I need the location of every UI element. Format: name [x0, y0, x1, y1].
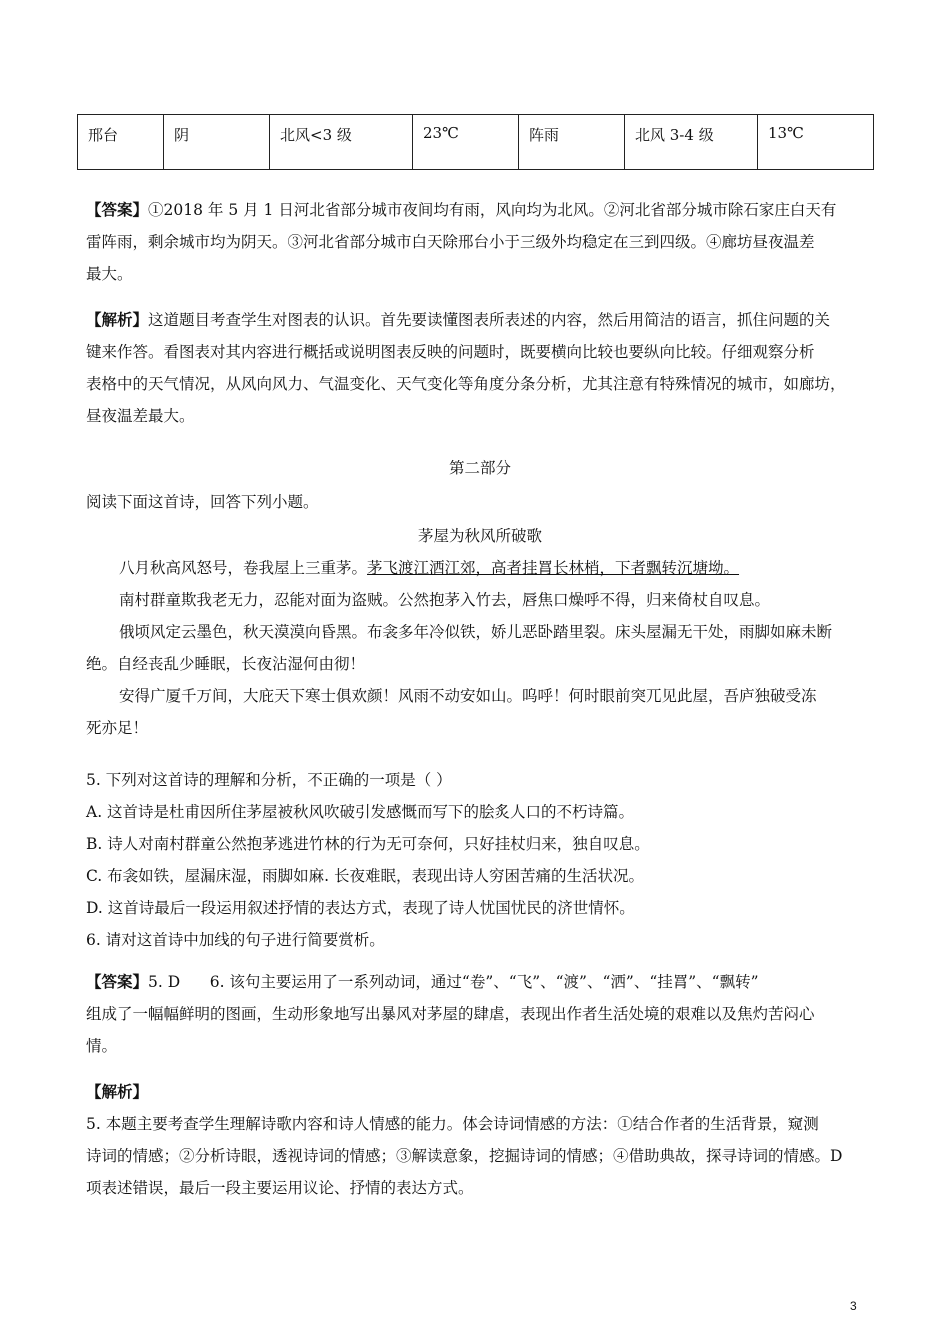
- table-cell: 23℃: [413, 115, 519, 170]
- table-cell: 阵雨: [519, 115, 625, 170]
- poem-paragraph: 安得广厦千万间，大庇天下寒士俱欢颜！风雨不动安如山。呜呼！何时眼前突兀见此屋，吾庐独破受冻: [119, 687, 817, 705]
- poem-title: 茅屋为秋风所破歌: [417, 527, 542, 545]
- poem-paragraph: 八月秋高风怒号，卷我屋上三重茅。茅飞渡江洒江郊，高者挂罥长林梢，下者飘转沉塘坳。: [119, 559, 740, 577]
- poem-paragraph: 南村群童欺我老无力，忍能对面为盗贼。公然抱茅入竹去，唇焦口燥呼不得，归来倚杖自叹息。: [119, 591, 771, 609]
- option-a: A. 这首诗是杜甫因所住茅屋被秋风吹破引发感慨而写下的脍炙人口的不朽诗篇。: [86, 803, 635, 821]
- table-cell: 北风 3-4 级: [625, 115, 758, 170]
- table-cell: 阴: [164, 115, 270, 170]
- option-d: D. 这首诗最后一段运用叙述抒情的表达方式，表现了诗人忧国忧民的济世情怀。: [86, 899, 635, 917]
- table-row: [78, 115, 874, 170]
- poem-paragraph: 俄顷风定云墨色，秋天漠漠向昏黑。布衾多年冷似铁，娇儿恶卧踏里裂。床头屋漏无干处，雨脚如麻未断: [119, 623, 833, 641]
- analysis-section-1: [86, 304, 874, 432]
- analysis-text: 昼夜温差最大。: [86, 407, 195, 425]
- answer-section-2: [86, 966, 874, 1062]
- answer-section-1: [86, 194, 874, 290]
- page-number: 3: [850, 1299, 857, 1313]
- analysis-text: 表格中的天气情况，从风向风力、气温变化、天气变化等角度分条分析，尤其注意有特殊情况的城市，如廊坊，: [86, 375, 846, 393]
- table-cell: 邢台: [78, 115, 164, 170]
- poem-paragraph-cont: 绝。自经丧乱少睡眠，长夜沾湿何由彻！: [86, 655, 366, 673]
- analysis-text: 诗词的情感；②分析诗眼，透视诗词的情感；③解读意象，挖掘诗词的情感；④借助典故，探寻诗词的情感。D: [86, 1147, 843, 1165]
- questions: [86, 764, 874, 956]
- analysis-label: 【解析】: [86, 310, 149, 329]
- answer-text: 5. D 6. 该句主要运用了一系列动词，通过“卷”、“飞”、“渡”、“洒”、“挂罥”、“飘转”: [148, 973, 759, 991]
- analysis-text: 键来作答。看图表对其内容进行概括或说明图表反映的问题时，既要横向比较也要纵向比较。仔细观察分析: [86, 343, 815, 361]
- weather-table: [77, 114, 874, 170]
- answer-text: 组成了一幅幅鲜明的图画，生动形象地写出暴风对茅屋的肆虐，表现出作者生活处境的艰难以及焦灼苦闷心: [86, 1005, 815, 1023]
- answer-text: 情。: [86, 1037, 118, 1055]
- answer-text: 最大。: [86, 265, 133, 283]
- part-title: 第二部分: [448, 459, 511, 477]
- poem-paragraph-cont: 死亦足！: [86, 719, 149, 737]
- instruction: 阅读下面这首诗，回答下列小题。: [86, 493, 319, 511]
- analysis-text: 项表述错误，最后一段主要运用议论、抒情的表达方式。: [86, 1179, 474, 1197]
- answer-label: 【答案】: [86, 200, 149, 219]
- analysis-section-2: [86, 1076, 874, 1204]
- answer-label: 【答案】: [86, 972, 149, 991]
- answer-text: 雷阵雨，剩余城市均为阴天。③河北省部分城市白天除邢台小于三级外均稳定在三到四级。④廊坊昼夜温差: [86, 233, 815, 251]
- poem: [86, 520, 874, 744]
- question-5: 5. 下列对这首诗的理解和分析，不正确的一项是（ ）: [86, 771, 452, 789]
- underlined-sentence: 茅飞渡江洒江郊，高者挂罥长林梢，下者飘转沉塘坳。: [367, 559, 740, 577]
- option-c: C. 布衾如铁，屋漏床湿，雨脚如麻. 长夜难眠，表现出诗人穷困苦痛的生活状况。: [86, 867, 645, 885]
- analysis-text: 这道题目考查学生对图表的认识。首先要读懂图表所表述的内容，然后用简洁的语言，抓住问题的关: [148, 311, 831, 329]
- table-cell: 北风<3 级: [270, 115, 413, 170]
- question-6: 6. 请对这首诗中加线的句子进行简要赏析。: [86, 931, 385, 949]
- option-b: B. 诗人对南村群童公然抱茅逃进竹林的行为无可奈何，只好挂杖归来，独自叹息。: [86, 835, 650, 853]
- table-cell: 13℃: [758, 115, 874, 170]
- analysis-text: 5. 本题主要考查学生理解诗歌内容和诗人情感的能力。体会诗词情感的方法：①结合作者的生活背景，窥测: [86, 1115, 819, 1133]
- answer-text: ①2018 年 5 月 1 日河北省部分城市夜间均有雨，风向均为北风。②河北省部分城市除石家庄白天有: [148, 201, 837, 219]
- analysis-label: 【解析】: [86, 1082, 149, 1101]
